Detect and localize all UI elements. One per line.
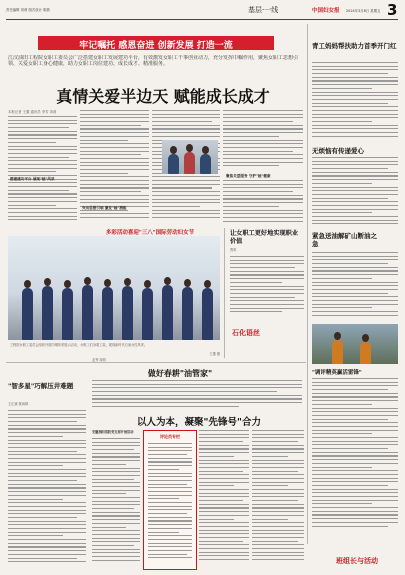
main-col-4 [223,110,303,170]
main-subhead-1: 搭建建功平台 展现"她"风采 [10,177,55,181]
side-text-3 [312,252,398,322]
side-title-2: 无烦恼有传递爱心 [312,147,364,155]
main-col-4b [223,180,303,226]
page-number: 3 [387,1,398,19]
commentary-text [230,256,304,316]
side-text-4 [312,378,398,532]
bottom-byline-center: 孟秀 周明 [92,358,106,362]
main-inline-photo [162,140,218,174]
bottom-wide-col-1 [92,438,140,568]
side-photo [312,324,398,364]
main-headline: 真情关爱半边天 赋能成长成才 [56,87,270,106]
bottom-title-left: "智多星"巧解压井难题 [8,382,74,390]
bottom-byline-left: 王正斌 陈雨晴 [8,402,29,406]
photo-caption: 工程院女职工委员会组织开展巾帼风采展示活动，女职工们身着工装，展现新时代石油女性风采。 [10,343,148,347]
page-header [6,1,398,19]
main-photo [8,236,220,340]
center-divider [224,228,225,358]
commentary-box-text [148,443,192,565]
side-title-1: 青工妈妈帮扶助力首季开门红 [312,42,397,50]
main-byline: 本报记者 王蕙 通讯员 李芳 刘莉 [8,110,57,114]
side-title-4: "调评精英赢活雷锋" [312,370,362,376]
issue-date: 2024年3月8日 星期五 [346,9,381,13]
bottom-box-sub: 安徽涡阳消防党支部开展活动 [92,430,134,434]
header-rule [6,19,398,20]
bottom-center-text [92,380,302,410]
side-footer-label: 班组长与活动 [336,556,378,565]
commentary-box [143,430,197,570]
photo-credit: 王蕙 摄 [209,352,220,356]
banner-intro: 江汉油田工程院女职工委员会广泛搭建女职工发展建功平台，有效激发女职工干事创业动力，充分发挥巾帼作用，聚焦女职工思想引领、关爱女职工身心健康，助力女职工岗位建功、成长成才、精准服务。 [8,55,299,67]
bottom-title-center: 做好春耕"油管家" [147,368,213,378]
commentary-box-title: 评论员专栏 [160,434,180,439]
bottom-wide-col-3 [199,430,249,568]
side-footer-badge [336,548,396,565]
bottom-left-text [8,410,86,568]
section-label: 基层·一线 [248,6,279,14]
commentary-author: 贾鸣 [230,248,237,252]
side-text-1 [312,62,398,140]
paper-name: 中国妇女报 [312,8,340,14]
side-title-3: 紧急送油解矿山断油之急 [312,232,377,248]
photo-story-title: 多彩活动喜迎"三八"国际劳动妇女节 [105,230,195,236]
main-subhead-3: 聚焦关爱服务 守护"她"健康 [226,174,271,178]
bottom-title-wide: 以人为本，凝聚"先锋号"合力 [137,417,261,428]
main-subhead-2: 突出思想引领 激发"她"潜能 [82,206,127,210]
bottom-wide-col-4 [252,430,304,568]
bottom-rule [6,362,306,363]
slogan-text: 牢记嘱托 感恩奋进 创新发展 打造一流 [79,41,233,51]
slogan-banner [38,36,274,50]
side-divider [307,24,308,544]
header-meta: 责任编辑 刘莉 版式设计 陈燕 [6,8,50,12]
column-label [232,320,302,337]
side-text-2 [312,157,398,229]
column-label-text: 石化语丝 [232,328,260,337]
main-col-1 [8,116,77,226]
commentary-title: 让女职工更好地实现职业价值 [230,230,299,245]
